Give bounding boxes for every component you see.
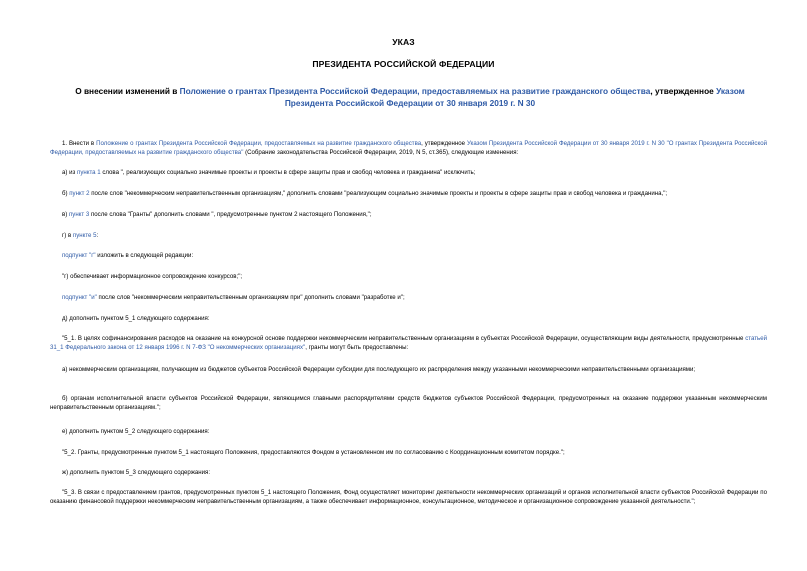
p5-text-2: :: [96, 232, 99, 239]
p2-text-1: а) из: [62, 169, 78, 176]
paragraph-g2: ж) дополнить пунктом 5_3 следующего содержания:: [62, 469, 211, 476]
heading-text-1: О внесении изменений в: [75, 86, 180, 96]
paragraph-a: [50, 168, 767, 177]
p4-text-2: после слова "Гранты" дополнить словами ", предусмотренные пунктом 2 настоящего Положения,";: [89, 211, 372, 218]
paragraph-subpoint-g: [50, 251, 767, 260]
p4-text-1: в): [62, 211, 69, 218]
p3-link-point-2[interactable]: пункт 2: [69, 190, 90, 197]
p2-link-point-1[interactable]: пункта 1: [77, 169, 101, 176]
p10-text-1: "5_1. В целях софинансирования расходов на оказание на конкурсной основе поддержки некоммерческим неправительственным организациям в субъектах Российской Федерации, осуществляющим виды деятельности, предусмотренные: [62, 335, 746, 342]
paragraph-5-3: "5_3. В связи с предоставлением грантов, предусмотренных пунктом 5_1 настоящего Положения, Фонд осуществляет мониторинг деятельности некоммерческих организаций и органов исполнительной власти субъектов Российской Федерации по оказанию финансовой поддержки некоммерческим неправительственным организациям, а также обеспечивает информационное, консультационное, методическое и организационное сопровождение указанной деятельности.";: [50, 489, 767, 505]
p3-text-1: б): [62, 190, 70, 197]
paragraph-5-2: "5_2. Гранты, предусмотренные пунктом 5_1 настоящего Положения, предоставляются Фондом в установленном им по согласованию с Координационным комитетом порядке.";: [62, 449, 565, 456]
heading-text-2: , утвержденное: [650, 86, 717, 96]
paragraph-f: е) дополнить пунктом 5_2 следующего содержания:: [62, 428, 210, 435]
paragraph-1: [50, 139, 767, 157]
p4-link-point-3[interactable]: пункт 3: [68, 211, 90, 218]
p1-text-1: 1. Внести в: [62, 140, 97, 147]
p5-link-point-5[interactable]: пункте 5: [72, 232, 97, 239]
paragraph-subpoint-i: [50, 293, 767, 302]
document-heading: [60, 85, 760, 109]
document-issuer: ПРЕЗИДЕНТА РОССИЙСКОЙ ФЕДЕРАЦИИ: [312, 59, 495, 69]
p6-text-1: изложить в следующей редакции:: [95, 252, 194, 259]
p1-link-regulation[interactable]: Положение о грантах Президента Российской Федерации, предоставляемых на развитие гражданского общества: [96, 140, 422, 147]
paragraph-b: [50, 189, 767, 198]
paragraph-d: [50, 231, 767, 240]
p8-link-subpoint-i[interactable]: подпункт "и": [62, 294, 97, 301]
p8-text-1: после слов "некоммерческим неправительственным организациям при" дополнить словами "разработке и";: [96, 294, 405, 301]
heading-link-decree[interactable]: Указом Президента Российской Федерации от 30 января 2019 г. N 30: [284, 86, 745, 108]
p5-text-1: г) в: [62, 232, 73, 239]
p2-text-2: слова ", реализующих социально значимые проекты и проекты в сфере защиты прав и свобод человека и гражданина" исключить;: [100, 169, 476, 176]
p10-text-2: , гранты могут быть предоставлены:: [305, 344, 409, 351]
paragraph-g-text: "г) обеспечивает информационное сопровождение конкурсов;";: [62, 273, 243, 280]
paragraph-5-1-a: а) некоммерческим организациям, получающим из бюджетов субъектов Российской Федерации субсидии для последующего их распределения между указанными некоммерческими неправительственными организациями;: [62, 366, 696, 373]
paragraph-5-1: [50, 334, 767, 352]
paragraph-c: [50, 210, 767, 219]
p10-link-article-31-1[interactable]: статьей 31_1 Федерального закона от 12 января 1996 г. N 7-ФЗ "О некоммерческих организациях": [50, 335, 767, 351]
p1-link-decree[interactable]: Указом Президента Российской Федерации от 30 января 2019 г. N 30 "О грантах Президента Российской Федерации, предоставляемых на развитие гражданского общества": [50, 140, 767, 156]
p6-link-subpoint-g[interactable]: подпункт "г": [62, 252, 96, 259]
heading-link-regulation[interactable]: Положение о грантах Президента Российской Федерации, предоставляемых на развитие гражданского общества: [179, 86, 651, 96]
document-title: УКАЗ: [392, 37, 415, 47]
paragraph-5-1-b: б) органам исполнительной власти субъектов Российской Федерации, являющимся главными распорядителями средств бюджетов субъектов Российской Федерации, предусмотренных на оказание поддержки указанным некоммерческим неправительственным организациям.";: [50, 395, 767, 411]
p3-text-2: после слов "некоммерческим неправительственным организациям," дополнить словами "реализующим социально значимые проекты и проекты в сфере защиты прав и свобод человека и гражданина,";: [89, 190, 668, 197]
paragraph-e: д) дополнить пунктом 5_1 следующего содержания:: [62, 315, 210, 322]
p1-text-2: , утвержденное: [421, 140, 467, 147]
p1-text-3: (Собрание законодательства Российской Федерации, 2019, N 5, ст.365), следующие изменения:: [243, 149, 519, 156]
